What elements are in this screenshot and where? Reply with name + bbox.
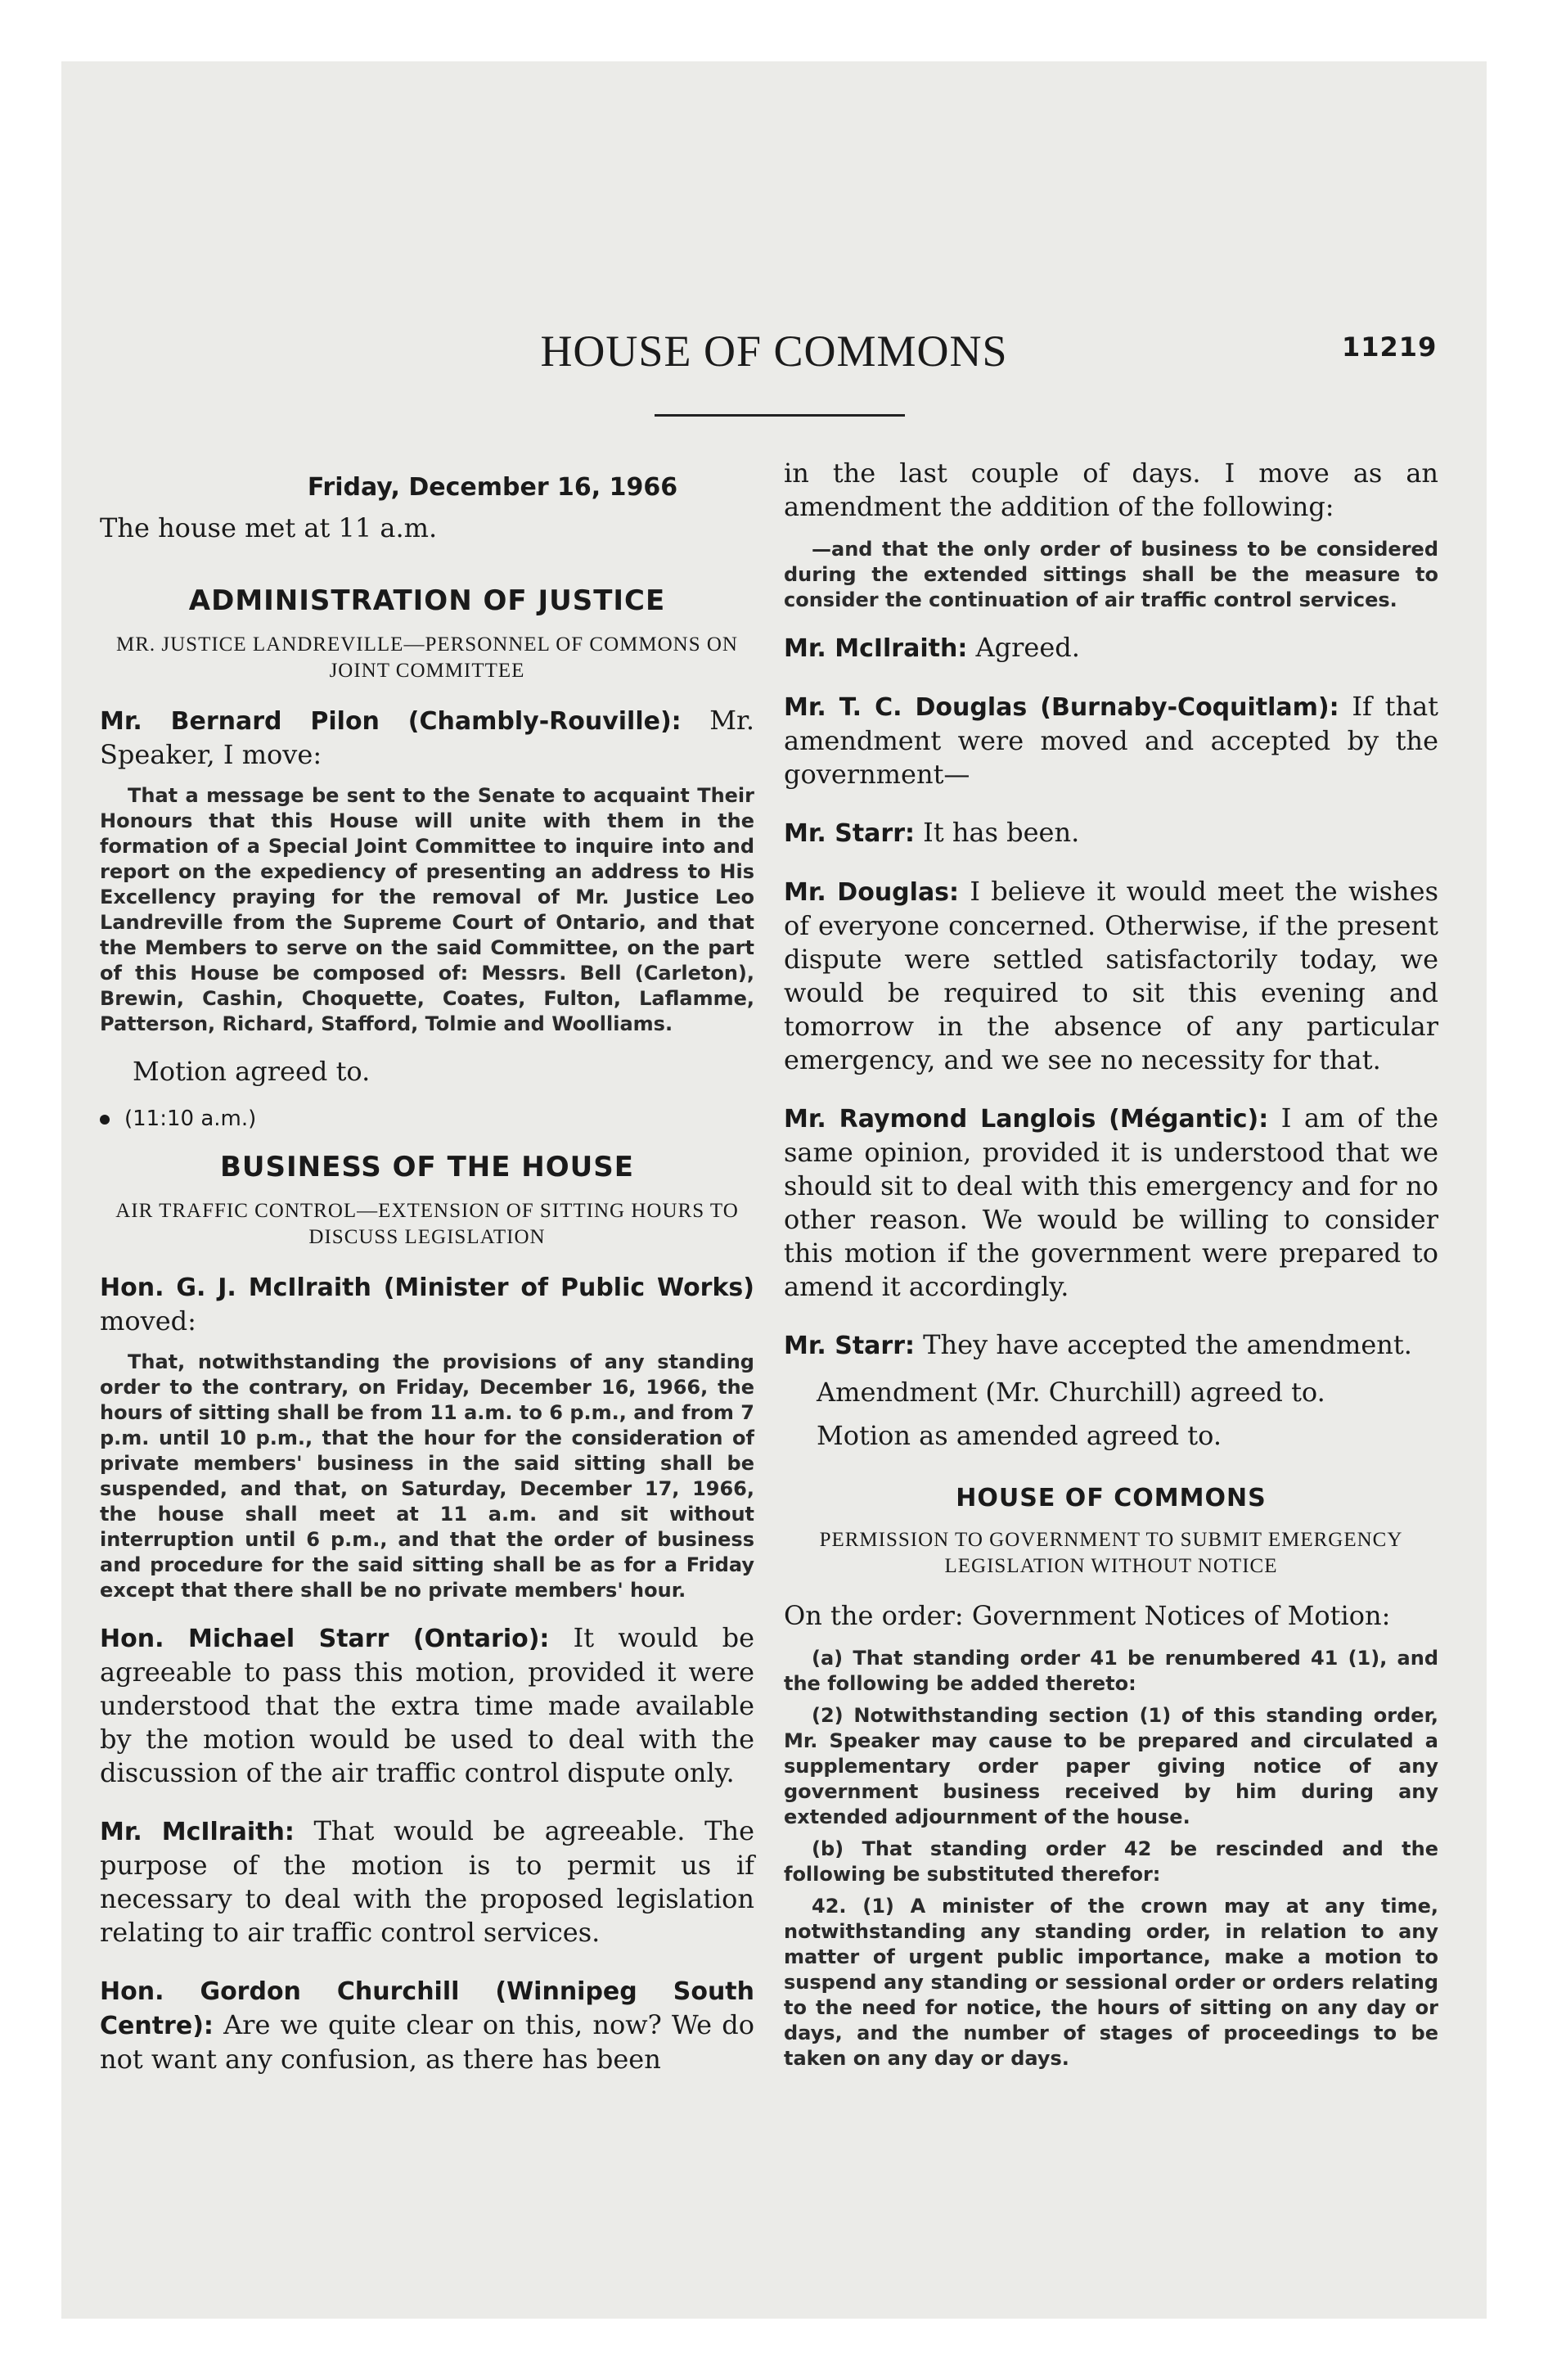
left-column (100, 457, 754, 2101)
speech-douglas-text: If that amendment were moved and accepted by the government— (784, 691, 1438, 790)
speech-pilon (100, 704, 754, 772)
motion-pilon: That a message be sent to the Senate to acquaint Their Honours that this House will unite with them in the formation of a Special Joint Committee to inquire into and report on the expediency of presenting an address to His Excellency praying for the removal of Mr. Justice Leo Landreville from the Supreme Court of Ontario, and that the Members to serve on the said Committee, on the part of this House be composed of: Messrs. Bell (Carleton), Brewin, Cashin, Choquette, Coates, Fulton, Laflamme, Patterson, Richard, Stafford, Tolmie and Woolliams. (100, 784, 754, 1035)
speech-starr (100, 1621, 754, 1790)
speech-mcilraith (100, 1270, 754, 1338)
speech-mcilraith-2 (100, 1814, 754, 1950)
speech-churchill (100, 1974, 754, 2076)
order-text: On the order: Government Notices of Motion: (784, 1600, 1391, 1631)
speech-starr-3-text: They have accepted the amendment. (923, 1329, 1412, 1360)
para-42: 42. (1) A minister of the crown may at any time, notwithstanding any standing order, in relation to any matter of urgent public importance, make a motion to suspend any standing or sessional order or orders relating to the need for notice, the hours of sitting on any day or days, and the number of stages of proceedings to be taken on any day or days. (784, 1895, 1438, 2070)
speech-mcilraith-3-text: Agreed. (975, 632, 1080, 663)
speech-langlois-text: I am of the same opinion, provided it is understood that we should sit to deal with this emergency and for no other reason. We would be willing to consider this motion if the government were prepared to amend it accordingly. (784, 1102, 1438, 1302)
speech-mcilraith-2-text: That would be agreeable. The purpose of the motion is to permit us if necessary to deal with the proposed legislation relating to air traffic control services. (100, 1815, 754, 1948)
speaker-douglas-2: Mr. Douglas: (784, 878, 960, 907)
speech-pilon-text: Mr. Speaker, I move: (100, 705, 754, 770)
para-b: (b) That standing order 42 be rescinded and the following be substituted therefor: (784, 1837, 1438, 1886)
page-title: HOUSE OF COMMONS (540, 327, 1008, 376)
speech-mcilraith-3 (784, 631, 1438, 665)
speaker-churchill: Hon. Gordon Churchill (Winnipeg South Centre): (100, 1977, 754, 2040)
time-stamp-text: (11:10 a.m.) (124, 1107, 257, 1131)
speech-mcilraith-text: moved: (100, 1305, 196, 1336)
para-a: (a) That standing order 41 be renumbered 41 (1), and the following be added thereto: (784, 1647, 1438, 1695)
amendment-text: —and that the only order of business to be considered during the extended sittings shall be the measure to consider the continuation of air traffic control services. (784, 538, 1438, 611)
motion-agreed: Motion agreed to. (133, 1056, 371, 1087)
bullet-icon (100, 1115, 110, 1125)
house-met: The house met at 11 a.m. (100, 512, 438, 543)
speaker-starr: Hon. Michael Starr (Ontario): (100, 1625, 550, 1653)
subheading-landreville: MR. JUSTICE LANDREVILLE—PERSONNEL OF COMMONS ON JOINT COMMITTEE (115, 633, 738, 682)
speech-douglas (784, 690, 1438, 791)
heading-house-of-commons: HOUSE OF COMMONS (956, 1484, 1267, 1512)
time-stamp (100, 1107, 754, 1131)
speech-langlois (784, 1102, 1438, 1304)
subheading-permission: PERMISSION TO GOVERNMENT TO SUBMIT EMERGENCY LEGISLATION WITHOUT NOTICE (819, 1529, 1403, 1577)
speaker-langlois: Mr. Raymond Langlois (Mégantic): (784, 1105, 1269, 1134)
title-rule (655, 414, 905, 417)
speech-starr-text: It would be agreeable to pass this motion, provided it were understood that the extra time made available by the motion would be used to deal with the discussion of the air traffic control dispute only. (100, 1622, 754, 1788)
motion-mcilraith: That, notwithstanding the provisions of any standing order to the contrary, on Friday, December 16, 1966, the hours of sitting shall be from 11 a.m. to 6 p.m., and from 7 p.m. until 10 p.m., that the hour for the consideration of private members' business in the said sitting shall be suspended, and that, on Saturday, December 17, 1966, the house shall meet at 11 a.m. and sit without interruption until 6 p.m., and that the order of business and procedure for the said sitting shall be as for a Friday except that there shall be no private members' hour. (100, 1350, 754, 1602)
amendment-agreed: Amendment (Mr. Churchill) agreed to. (817, 1377, 1325, 1408)
speech-churchill-text: Are we quite clear on this, now? We do not want any confusion, as there has been (100, 2009, 755, 2075)
speaker-starr-3: Mr. Starr: (784, 1332, 915, 1360)
para-2: (2) Notwithstanding section (1) of this standing order, Mr. Speaker may cause to be prepared and circulated a supplementary order paper giving notice of any government business received by him during any extended adjournment of the house. (784, 1704, 1438, 1828)
heading-administration-of-justice: ADMINISTRATION OF JUSTICE (188, 584, 666, 617)
speaker-mcilraith-3: Mr. McIlraith: (784, 634, 968, 663)
speech-starr-2-text: It has been. (923, 817, 1080, 848)
speech-churchill-continued: in the last couple of days. I move as an amendment the addition of the following: (784, 458, 1438, 522)
speaker-pilon: Mr. Bernard Pilon (Chambly-Rouville): (100, 707, 682, 736)
speech-starr-3 (784, 1328, 1438, 1363)
speaker-douglas: Mr. T. C. Douglas (Burnaby-Coquitlam): (784, 693, 1339, 722)
speaker-mcilraith: Hon. G. J. McIlraith (Minister of Public Works) (100, 1273, 754, 1302)
right-column (784, 457, 1438, 2089)
page-number: 11219 (1342, 331, 1438, 363)
date-line: Friday, December 16, 1966 (307, 473, 678, 502)
speaker-mcilraith-2: Mr. McIlraith: (100, 1818, 295, 1846)
subheading-air-traffic: AIR TRAFFIC CONTROL—EXTENSION OF SITTING HOURS TO DISCUSS LEGISLATION (115, 1200, 739, 1248)
speaker-starr-2: Mr. Starr: (784, 819, 915, 848)
speech-douglas-2 (784, 875, 1438, 1077)
speech-starr-2 (784, 816, 1438, 850)
heading-business-of-the-house: BUSINESS OF THE HOUSE (220, 1151, 634, 1183)
motion-amended-agreed: Motion as amended agreed to. (817, 1420, 1222, 1451)
speech-douglas-2-text: I believe it would meet the wishes of everyone concerned. Otherwise, if the present dispute were settled satisfactorily today, we would be required to sit this evening and tomorrow in the absence of any particular emergency, and we see no necessity for that. (784, 876, 1439, 1075)
